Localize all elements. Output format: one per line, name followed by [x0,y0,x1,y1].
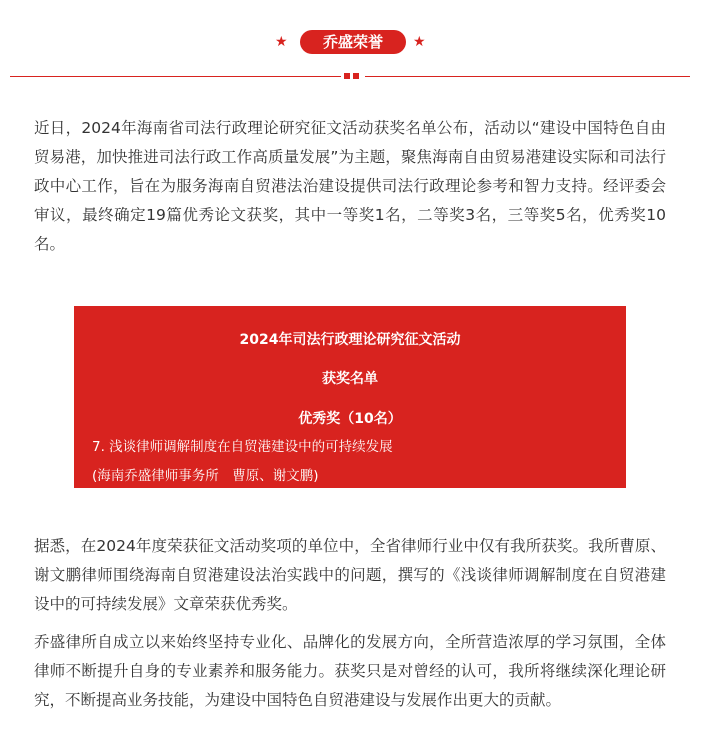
detail-paragraph: 据悉，在2024年度荣获征文活动奖项的单位中，全省律师行业中仅有我所获奖。我所曹原、谢文鹏律师围绕海南自贸港建设法治实践中的问题，撰写的《浅谈律师调解制度在自贸港建设中的可持续发展》文章荣获优秀奖。 [34,537,666,613]
star-icon: ★ [413,34,426,50]
divider-ornament [341,71,365,81]
square-dot-icon [344,73,350,79]
award-category: 优秀奖（10名） [298,411,402,427]
award-subtitle: 获奖名单 [322,371,378,387]
award-entry: 7. 浅谈律师调解制度在自贸港建设中的可持续发展 [92,439,393,455]
star-icon: ★ [275,34,288,50]
section-title: 乔盛荣誉 [300,30,406,54]
intro-paragraph: 近日，2024年海南省司法行政理论研究征文活动获奖名单公布，活动以“建设中国特色自由贸易港，加快推进司法行政工作高质量发展”为主题，聚焦海南自由贸易港建设实际和司法行政中心工作，旨在为服务海南自贸港法治建设提供司法行政理论参考和智力支持。经评委会审议，最终确定19篇优秀论文获奖，其中一等奖1名，二等奖3名，三等奖5名，优秀奖10名。 [34,119,666,253]
square-dot-icon [353,73,359,79]
section-header [0,0,703,90]
closing-paragraph: 乔盛律所自成立以来始终坚持专业化、品牌化的发展方向，全所营造浓厚的学习氛围，全体律师不断提升自身的专业素养和服务能力。获奖只是对曾经的认可，我所将继续深化理论研究，不断提高业务技能，为建设中国特色自贸港建设与发展作出更大的贡献。 [34,633,666,709]
award-authors: (海南乔盛律师事务所 曹原、谢文鹏) [92,468,319,484]
award-list-panel [74,306,626,488]
award-title: 2024年司法行政理论研究征文活动 [239,332,461,348]
